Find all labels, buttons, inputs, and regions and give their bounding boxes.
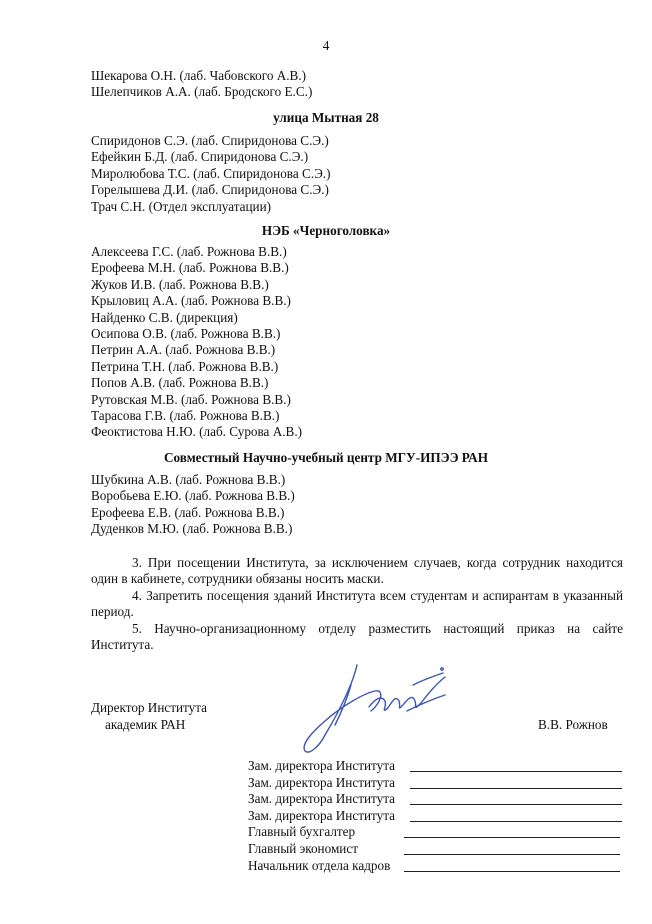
signer-position: Директор Института — [91, 700, 208, 715]
section-heading-mytnaya: улица Мытная 28 — [273, 110, 379, 125]
employee-list-4 — [91, 472, 295, 538]
paragraph-5: 5. Научно-организационному отделу разместить настоящий приказ на сайте Института. — [91, 620, 623, 653]
signature-line — [404, 837, 620, 838]
handwritten-signature — [295, 655, 455, 760]
signature-line — [410, 771, 622, 772]
approval-role: Начальник отдела кадров — [248, 857, 391, 873]
list-item: Петрин А.А. (лаб. Рожнова В.В.) — [91, 342, 276, 358]
approval-role: Зам. директора Института — [248, 791, 395, 807]
signer-rank: академик РАН — [105, 717, 186, 732]
signature-line — [410, 788, 622, 789]
paragraph-3: 3. При посещении Института, за исключением случаев, когда сотрудник находится один в кабинете, сотрудники обязаны носить маски. — [91, 555, 623, 587]
list-item: Попов А.В. (лаб. Рожнова В.В.) — [91, 375, 269, 391]
signer-name: В.В. Рожнов — [538, 717, 608, 732]
approval-row — [248, 858, 395, 875]
page-number: 4 — [322, 38, 330, 53]
signer-title — [91, 699, 207, 733]
list-item: Дуденков М.Ю. (лаб. Рожнова В.В.) — [91, 521, 293, 537]
list-item: Ерофеева Е.В. (лаб. Рожнова В.В.) — [91, 504, 285, 520]
list-item: Горелышева Д.И. (лаб. Спиридонова С.Э.) — [91, 182, 329, 198]
approval-row — [248, 775, 395, 792]
approval-row — [248, 791, 395, 808]
signature-line — [410, 821, 622, 822]
list-item: Воробьева Е.Ю. (лаб. Рожнова В.В.) — [91, 488, 295, 504]
list-item: Рутовская М.В. (лаб. Рожнова В.В.) — [91, 391, 291, 407]
list-item: Шекарова О.Н. (лаб. Чабовского А.В.) — [91, 68, 307, 83]
approval-list — [248, 758, 395, 874]
list-item: Шубкина А.В. (лаб. Рожнова В.В.) — [91, 472, 286, 487]
section-heading-joint-center: Совместный Научно-учебный центр МГУ-ИПЭЭ РАН — [164, 450, 488, 465]
approval-row — [248, 824, 395, 841]
list-item: Жуков И.В. (лаб. Рожнова В.В.) — [91, 276, 269, 292]
list-item: Крыловиц А.А. (лаб. Рожнова В.В.) — [91, 293, 291, 309]
employee-list-3 — [91, 244, 302, 441]
approval-row — [248, 808, 395, 825]
approval-role: Зам. директора Института — [248, 774, 395, 790]
list-item: Трач С.Н. (Отдел эксплуатации) — [91, 198, 272, 214]
list-item: Шелепчиков А.А. (лаб. Бродского Е.С.) — [91, 84, 313, 100]
signature-line — [404, 871, 620, 872]
approval-row — [248, 841, 395, 858]
approval-role: Зам. директора Института — [248, 758, 395, 773]
approval-row — [248, 758, 395, 775]
list-item: Петрина Т.Н. (лаб. Рожнова В.В.) — [91, 358, 279, 374]
list-item: Спиридонов С.Э. (лаб. Спиридонова С.Э.) — [91, 133, 329, 148]
list-item: Алексеева Г.С. (лаб. Рожнова В.В.) — [91, 244, 287, 259]
employee-list-1 — [91, 68, 312, 101]
list-item: Феоктистова Н.Ю. (лаб. Сурова А.В.) — [91, 424, 303, 440]
list-item: Миролюбова Т.С. (лаб. Спиридонова С.Э.) — [91, 165, 331, 181]
list-item: Ефейкин Б.Д. (лаб. Спиридонова С.Э.) — [91, 149, 309, 165]
section-heading-chernogolovka: НЭБ «Черноголовка» — [261, 223, 391, 238]
approval-role: Зам. директора Института — [248, 807, 395, 823]
signature-line — [404, 854, 620, 855]
paragraph-4: 4. Запретить посещения зданий Института всем студентам и аспирантам в указанный период. — [91, 587, 623, 620]
employee-list-2 — [91, 133, 331, 215]
order-paragraphs — [91, 555, 623, 653]
approval-role: Главный экономист — [248, 840, 358, 856]
list-item: Осипова О.В. (лаб. Рожнова В.В.) — [91, 325, 281, 341]
list-item: Найденко С.В. (дирекция) — [91, 309, 238, 325]
list-item: Тарасова Г.В. (лаб. Рожнова В.В.) — [91, 407, 280, 423]
approval-role: Главный бухгалтер — [248, 824, 356, 840]
signature-line — [410, 804, 622, 805]
list-item: Ерофеева М.Н. (лаб. Рожнова В.В.) — [91, 260, 289, 276]
